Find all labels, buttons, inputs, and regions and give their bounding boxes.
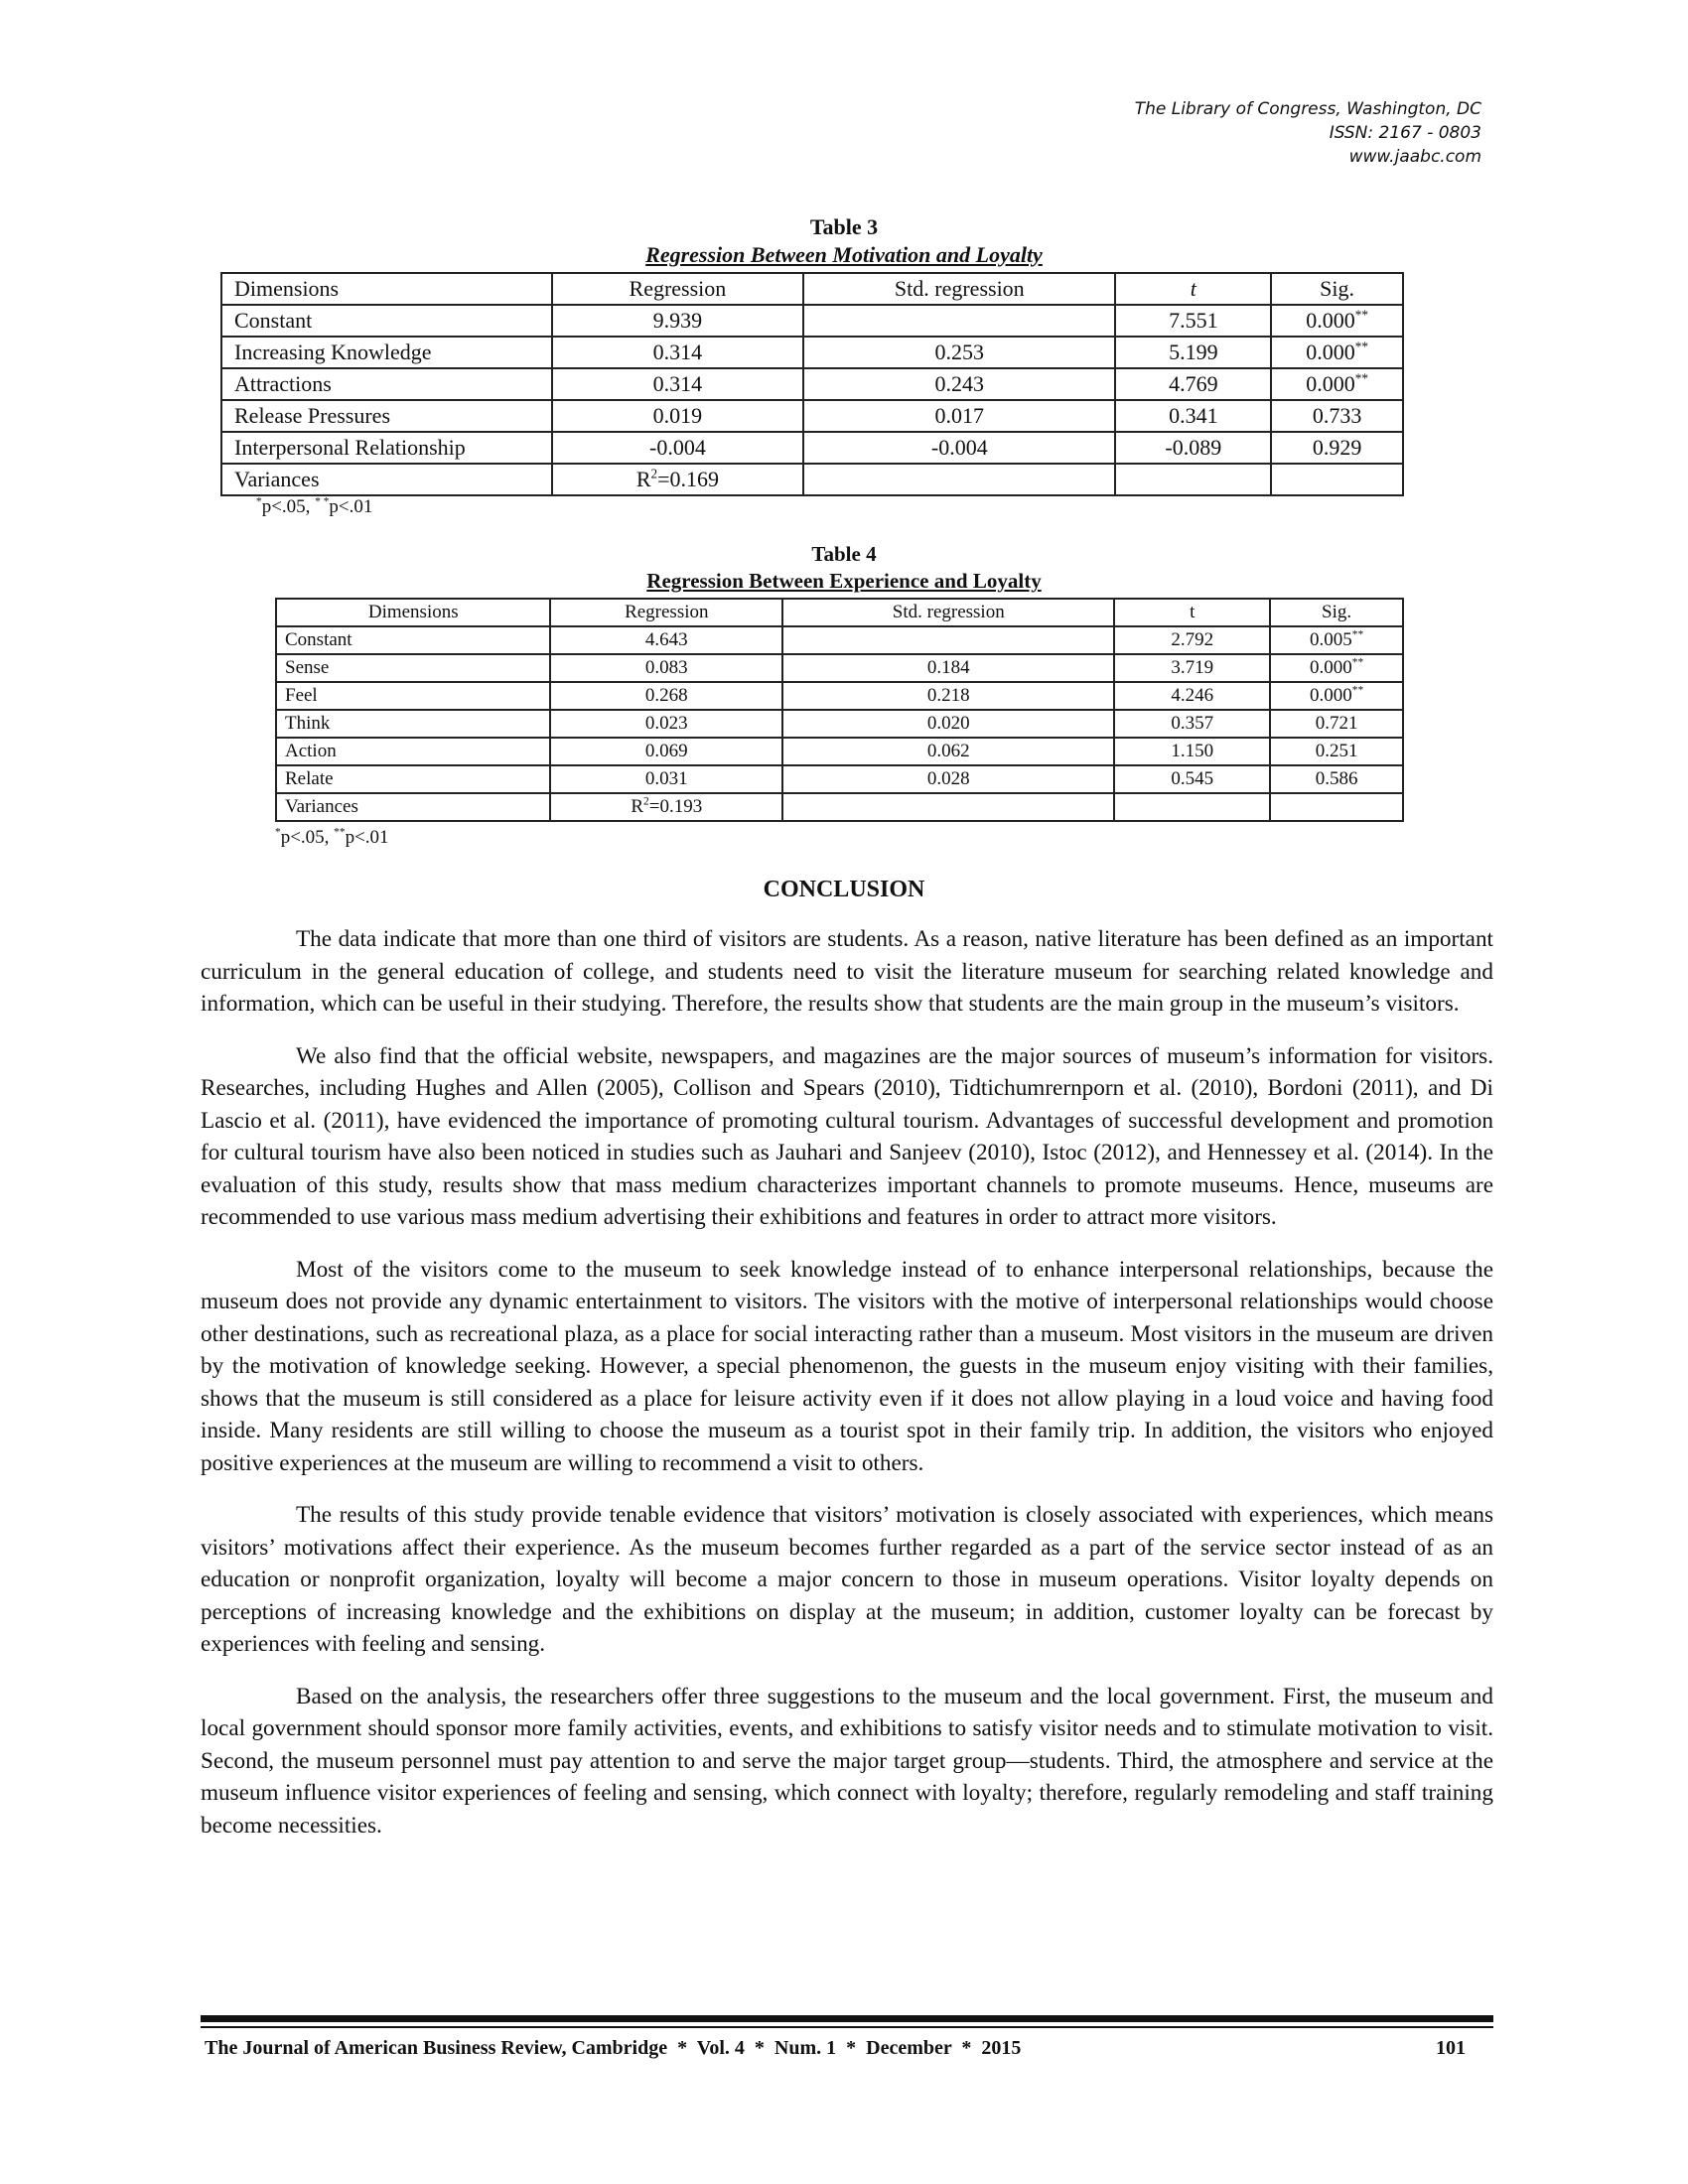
table-row (221, 305, 1403, 337)
table-cell: Variances (276, 793, 550, 821)
table-cell: Relate (276, 765, 550, 793)
table-cell: Release Pressures (221, 400, 552, 432)
table-cell: 0.243 (803, 368, 1115, 400)
table-row (276, 626, 1403, 654)
table-cell: 2.792 (1114, 626, 1270, 654)
table-row (276, 682, 1403, 710)
table-cell: 0.586 (1270, 765, 1403, 793)
conclusion-body (201, 923, 1493, 1861)
header-website: www.jaabc.com (1348, 147, 1481, 167)
table-cell: 0.069 (550, 738, 782, 765)
table-cell (1270, 793, 1403, 821)
conclusion-paragraph: The data indicate that more than one third of visitors are students. As a reason, native literature has been defined as an important curriculum in the general education of college, and students need to visit the literature museum for searching related knowledge and information, which can be useful in their studying. Therefore, the results show that students are the main group in the museum’s visitors. (201, 926, 1493, 1017)
column-header: Regression (552, 273, 803, 305)
table-cell: 0.721 (1270, 710, 1403, 738)
conclusion-paragraph: We also find that the official website, newspapers, and magazines are the major sources of museum’s information for visitors. Researches, including Hughes and Allen (2005), Collison and Spears (2010), Tidtichumrernporn et al. (2010), Bordoni (2011), and Di Lascio et al. (2011), have evidenced the importance of promoting cultural tourism. Advantages of successful development and promotion for cultural tourism have also been noticed in studies such as Jauhari and Sanjeev (2010), Istoc (2012), and Hennessey et al. (2014). In the evaluation of this study, results show that mass medium characterizes important channels to promote museums. Hence, museums are recommended to use various mass medium advertising their exhibitions and features in order to attract more visitors. (201, 1042, 1493, 1230)
table-cell: 9.939 (552, 305, 803, 337)
column-header: Std. regression (803, 273, 1115, 305)
table-cell: Constant (221, 305, 552, 337)
table-cell: 4.246 (1114, 682, 1270, 710)
table3 (220, 272, 1404, 496)
table-cell: 4.643 (550, 626, 782, 654)
column-header: Std. regression (782, 599, 1114, 626)
table-cell: 0.017 (803, 400, 1115, 432)
table-cell (1271, 464, 1403, 495)
table-row (276, 738, 1403, 765)
column-header: Dimensions (221, 273, 552, 305)
table-cell: Action (276, 738, 550, 765)
table-cell: 4.769 (1115, 368, 1271, 400)
table-cell: -0.004 (552, 432, 803, 464)
table-cell: Constant (276, 626, 550, 654)
table-cell: Think (276, 710, 550, 738)
conclusion-paragraph: Most of the visitors come to the museum to seek knowledge instead of to enhance interpersonal relationships, because the museum does not provide any dynamic entertainment to visitors. The visitors with the motive of interpersonal relationships would choose other destinations, such as recreational plaza, as a place for social interacting rather than a museum. Most visitors in the museum are driven by the motivation of knowledge seeking. However, a special phenomenon, the guests in the museum enjoy visiting with their families, shows that the museum is still considered as a place for leisure activity even if it does not allow playing in a loud voice and having food inside. Many residents are still willing to choose the museum as a tourist spot in their family trip. In addition, the visitors who enjoyed positive experiences at the museum are willing to recommend a visit to others. (201, 1256, 1493, 1476)
table-row (276, 710, 1403, 738)
table-cell: 0.341 (1115, 400, 1271, 432)
table-cell: Sense (276, 654, 550, 682)
column-header: t (1114, 599, 1270, 626)
table-cell: 1.150 (1114, 738, 1270, 765)
table-cell: 0.000** (1271, 368, 1403, 400)
table-cell: 0.000** (1270, 654, 1403, 682)
column-header: Sig. (1270, 599, 1403, 626)
table-cell (782, 793, 1114, 821)
header-library: The Library of Congress, Washington, DC (1134, 99, 1481, 119)
table-row (276, 765, 1403, 793)
variances-row (276, 793, 1403, 821)
table-cell: 0.023 (550, 710, 782, 738)
table-cell: 5.199 (1115, 337, 1271, 368)
table-cell: 7.551 (1115, 305, 1271, 337)
r-squared-cell: $R^2=0.193$ (550, 793, 782, 821)
table-cell: Interpersonal Relationship (221, 432, 552, 464)
table-cell (1114, 793, 1270, 821)
table-cell: 0.314 (552, 368, 803, 400)
table3-significance-note: *p<.05, * *p<.01 (256, 495, 373, 517)
page-number: 101 (1436, 2037, 1466, 2059)
table-row (221, 337, 1403, 368)
table-cell: 3.719 (1114, 654, 1270, 682)
table-cell: 0.357 (1114, 710, 1270, 738)
table-cell: 0.733 (1271, 400, 1403, 432)
table3-title: Regression Between Motivation and Loyalty (645, 242, 1043, 267)
running-header (1135, 97, 1481, 169)
table3-body (221, 273, 1403, 495)
table-cell: Variances (221, 464, 552, 495)
table-row (221, 432, 1403, 464)
table4-title: Regression Between Experience and Loyalty (646, 569, 1042, 593)
table4-body (276, 599, 1403, 821)
table-cell: 0.020 (782, 710, 1114, 738)
header-issn: ISSN: 2167 - 0803 (1329, 123, 1481, 143)
table-cell (782, 626, 1114, 654)
table-cell: 0.031 (550, 765, 782, 793)
table-cell: -0.089 (1115, 432, 1271, 464)
table-cell: 0.929 (1271, 432, 1403, 464)
column-header: Sig. (1271, 273, 1403, 305)
r-squared-cell: $R^2=0.169$ (552, 464, 803, 495)
table-header-row (276, 599, 1403, 626)
conclusion-paragraph: Based on the analysis, the researchers offer three suggestions to the museum and the local government. First, the museum and local government should sponsor more family activities, events, and exhibitions to satisfy visitor needs and to stimulate motivation to visit. Second, the museum personnel must pay attention to and serve the major target group—students. Third, the atmosphere and service at the museum influence visitor experiences of feeling and sensing, which connect with loyalty; therefore, regularly remodeling and staff training become necessities. (201, 1683, 1493, 1839)
table4 (275, 598, 1404, 822)
table-cell: 0.000** (1270, 682, 1403, 710)
table-cell: 0.083 (550, 654, 782, 682)
table-cell: Feel (276, 682, 550, 710)
table4-significance-note: *p<.05, **p<.01 (275, 826, 389, 848)
table-row (221, 368, 1403, 400)
section-heading-conclusion: CONCLUSION (763, 877, 925, 902)
journal-footer: The Journal of American Business Review, Cambridge * Vol. 4 * Num. 1 * December * 2015 (205, 2037, 1022, 2059)
table-cell: 0.268 (550, 682, 782, 710)
table-cell: 0.000** (1271, 337, 1403, 368)
table-cell: 0.184 (782, 654, 1114, 682)
table-cell (1115, 464, 1271, 495)
column-header: t (1115, 273, 1271, 305)
table-header-row (221, 273, 1403, 305)
table-cell: 0.019 (552, 400, 803, 432)
conclusion-paragraph: The results of this study provide tenable evidence that visitors’ motivation is closely associated with experiences, which means visitors’ motivations affect their experience. As the museum becomes further regarded as a part of the service sector instead of as an education or nonprofit organization, loyalty will become a major concern to those in museum operations. Visitor loyalty depends on perceptions of increasing knowledge and the exhibitions on display at the museum; in addition, customer loyalty can be forecast by experiences with feeling and sensing. (201, 1502, 1493, 1657)
table-row (276, 654, 1403, 682)
table-cell: 0.000** (1271, 305, 1403, 337)
table3-label: Table 3 (809, 214, 879, 239)
variances-row (221, 464, 1403, 495)
table-cell: 0.253 (803, 337, 1115, 368)
table-cell (803, 464, 1115, 495)
table-cell: -0.004 (803, 432, 1115, 464)
table-cell: 0.218 (782, 682, 1114, 710)
table-cell: 0.028 (782, 765, 1114, 793)
footer-rule-thick (201, 2015, 1493, 2022)
table-cell: 0.314 (552, 337, 803, 368)
table-cell: Attractions (221, 368, 552, 400)
table-cell: 0.062 (782, 738, 1114, 765)
table-cell: 0.545 (1114, 765, 1270, 793)
table-cell: Increasing Knowledge (221, 337, 552, 368)
table-cell: 0.251 (1270, 738, 1403, 765)
footer-rule-thin (201, 2026, 1493, 2028)
column-header: Dimensions (276, 599, 550, 626)
column-header: Regression (550, 599, 782, 626)
table-cell (803, 305, 1115, 337)
table4-label: Table 4 (811, 542, 877, 566)
table-row (221, 400, 1403, 432)
table-cell: 0.005** (1270, 626, 1403, 654)
